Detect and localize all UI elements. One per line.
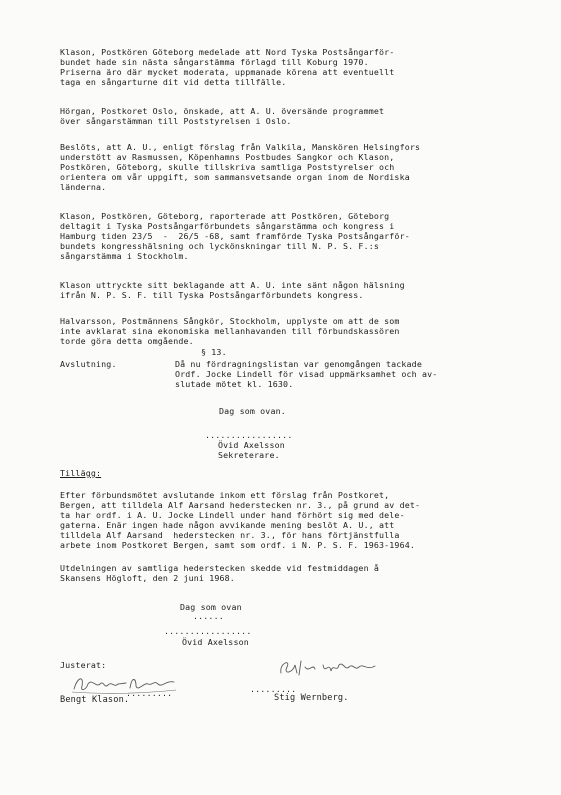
text-line: länderna. [60, 182, 107, 192]
text-line: Då nu fördragningslistan var genomgången tackade [175, 359, 422, 369]
sign-off: Dag som ovan [180, 602, 242, 612]
justerat-label: Justerat: [60, 660, 107, 670]
text-line: Klason uttryckte sitt beklagande att A. U. inte sänt någon hälsning [60, 280, 405, 290]
signature-dots: ......... [126, 688, 173, 698]
text-line: ifrån N. P. S. F. till Tyska Postsångarförbundets kongress. [60, 290, 364, 300]
text-line: arbete inom Postkoret Bergen, samt som ordf. i N. P. S. F. 1963-1964. [60, 540, 416, 550]
text-line: slutade mötet kl. 1630. [175, 379, 294, 389]
text-line: över sångarstämman till Poststyrelsen i Oslo. [60, 116, 292, 126]
text-line: Skansens Högloft, den 2 juni 1968. [60, 573, 235, 583]
text-line: tilldela Alf Aarsand hederstecken nr. 3., för hans förtjänstfulla [60, 530, 400, 540]
secretary-title: Sekreterare. [218, 450, 280, 460]
addendum-heading: Tillägg: [60, 468, 102, 478]
sign-off: Dag som ovan. [219, 406, 286, 416]
signature-dots: ................. [205, 430, 293, 440]
closing-label: Avslutning. [60, 359, 117, 369]
text-line: gaterna. Enär ingen hade någon avvikande mening beslöt A. U., att [60, 520, 395, 530]
text-line: taga en sångarturne dit vid detta tillfälle. [60, 77, 287, 87]
text-line: Beslöts, att A. U., enligt förslag från Valkila, Manskören Helsingfors [60, 142, 421, 152]
text-line: Priserna äro där mycket moderata, uppmanade körena att eventuellt [60, 67, 395, 77]
text-line: Klason, Postkören, Göteborg, raporterade att Postkören, Göteborg [60, 211, 390, 221]
signature-dots: ...... [193, 611, 224, 621]
text-line: ta har ordf. i A. U. Jocke Lindell under hand förhört sig med dele- [60, 510, 405, 520]
section-number: § 13. [201, 347, 227, 357]
text-line: deltagit i Tyska Postsångarförbundets sångarstämma och kongress i [60, 221, 395, 231]
text-line: Halvarsson, Postmännens Sångkör, Stockholm, upplyste om att de som [60, 316, 400, 326]
text-line: Bergen, att tilldela Alf Aarsand hederstecken nr. 3., på grund av det- [60, 500, 421, 510]
text-line: sångarstämma i Stockholm. [60, 251, 189, 261]
text-line: Hamburg tiden 23/5 - 26/5 -68, samt framförde Tyska Postsångarför- [60, 231, 410, 241]
text-line: torde göra detta omgående. [60, 336, 194, 346]
secretary-name: Övid Axelsson [218, 440, 285, 450]
text-line: orientera om vår uppgift, som sammansvetsande organ inom de Nordiska [60, 172, 410, 182]
text-line: Efter förbundsmötet avslutande inkom ett förslag från Postkoret, [60, 490, 390, 500]
signatory-name-left: Bengt Klason. [60, 695, 130, 705]
text-line: bundet hade sin nästa sångarstämma förlagd till Koburg 1970. [60, 57, 369, 67]
text-line: Klason, Postkören Göteborg medelade att Nord Tyska Postsångarför- [60, 47, 395, 57]
text-line: Ordf. Jocke Lindell för visad uppmärksamhet och av- [175, 369, 438, 379]
text-line: understött av Rasmussen, Köpenhamns Postbudes Sangkor och Klason, [60, 152, 395, 162]
handwritten-signature-wernberg [275, 655, 385, 681]
text-line: Utdelningen av samtliga hederstecken skedde vid festmiddagen å [60, 563, 379, 573]
text-line: bundets kongresshälsning och lyckönskningar till N. P. S. F.:s [60, 241, 379, 251]
text-line: Postkören, Göteborg, skulle tillskriva samtliga Poststyrelser och [60, 162, 395, 172]
text-line: Hörgan, Postkoret Oslo, önskade, att A. U. översände programmet [60, 106, 385, 116]
secretary-name: Övid Axelsson [182, 637, 249, 647]
text-line: inte avklarat sina ekonomiska mellanhavanden till förbundskassören [60, 326, 400, 336]
signature-dots: ......... [250, 684, 297, 694]
signatory-name-right: Stig Wernberg. [274, 693, 349, 703]
signature-dots: ................. [164, 626, 252, 636]
